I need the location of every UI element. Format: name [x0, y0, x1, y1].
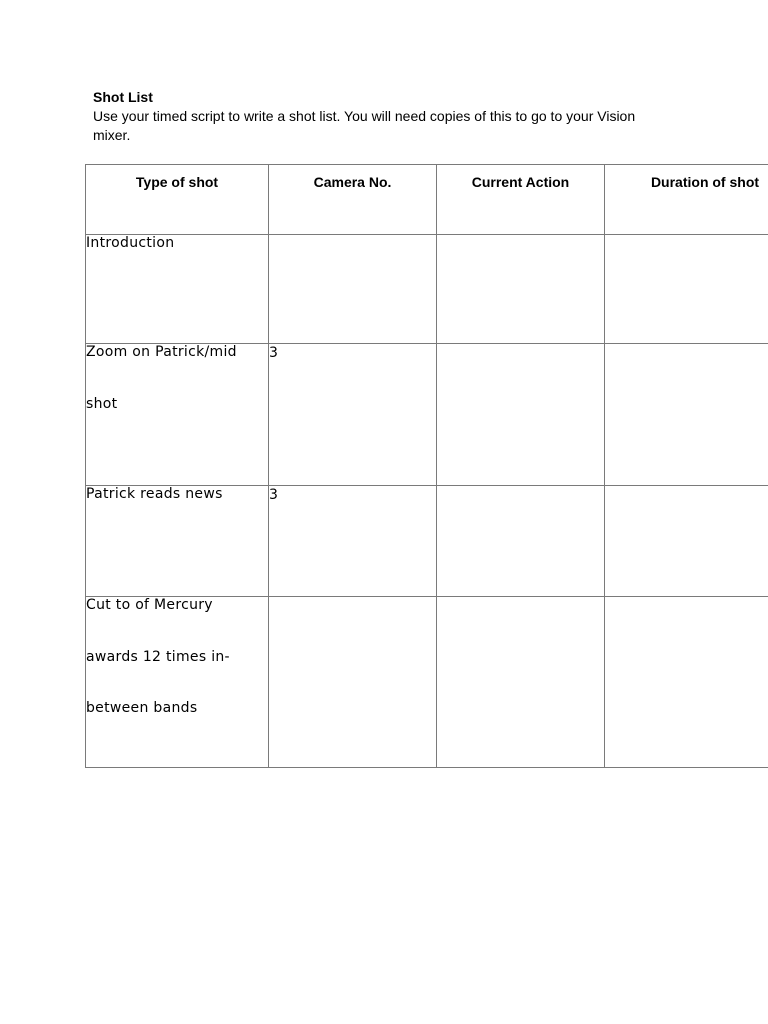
camera-no-cell[interactable]: [269, 597, 437, 768]
type-of-shot-text: Patrick reads news: [86, 486, 223, 502]
current-action-cell[interactable]: [437, 235, 605, 344]
camera-no-cell[interactable]: 3: [269, 344, 437, 486]
table-row: [86, 344, 768, 486]
header-camera-no: Camera No.: [269, 165, 437, 235]
camera-no-cell[interactable]: 3: [269, 486, 437, 597]
type-of-shot-cell[interactable]: [86, 344, 269, 486]
table-row: [86, 597, 768, 768]
type-of-shot-text: Introduction: [86, 235, 175, 251]
type-of-shot-text: Zoom on Patrick/mid shot: [86, 344, 237, 412]
current-action-cell[interactable]: [437, 344, 605, 486]
current-action-cell[interactable]: [437, 486, 605, 597]
type-of-shot-text: Cut to of Mercury awards 12 times in-between bands: [86, 597, 230, 716]
duration-cell[interactable]: [605, 344, 768, 486]
header-duration-of-shot: Duration of shot: [605, 165, 768, 235]
current-action-cell[interactable]: [437, 597, 605, 768]
duration-cell[interactable]: [605, 597, 768, 768]
duration-cell[interactable]: [605, 486, 768, 597]
type-of-shot-cell[interactable]: [86, 597, 269, 768]
header-current-action: Current Action: [437, 165, 605, 235]
page-title: Shot List: [93, 89, 153, 105]
camera-no-cell[interactable]: [269, 235, 437, 344]
header-type-of-shot: Type of shot: [86, 165, 269, 235]
shot-list-table: [85, 164, 768, 768]
instructions-text: Use your timed script to write a shot list. You will need copies of this to go to your Vision mixer.: [93, 108, 636, 143]
duration-cell[interactable]: [605, 235, 768, 344]
